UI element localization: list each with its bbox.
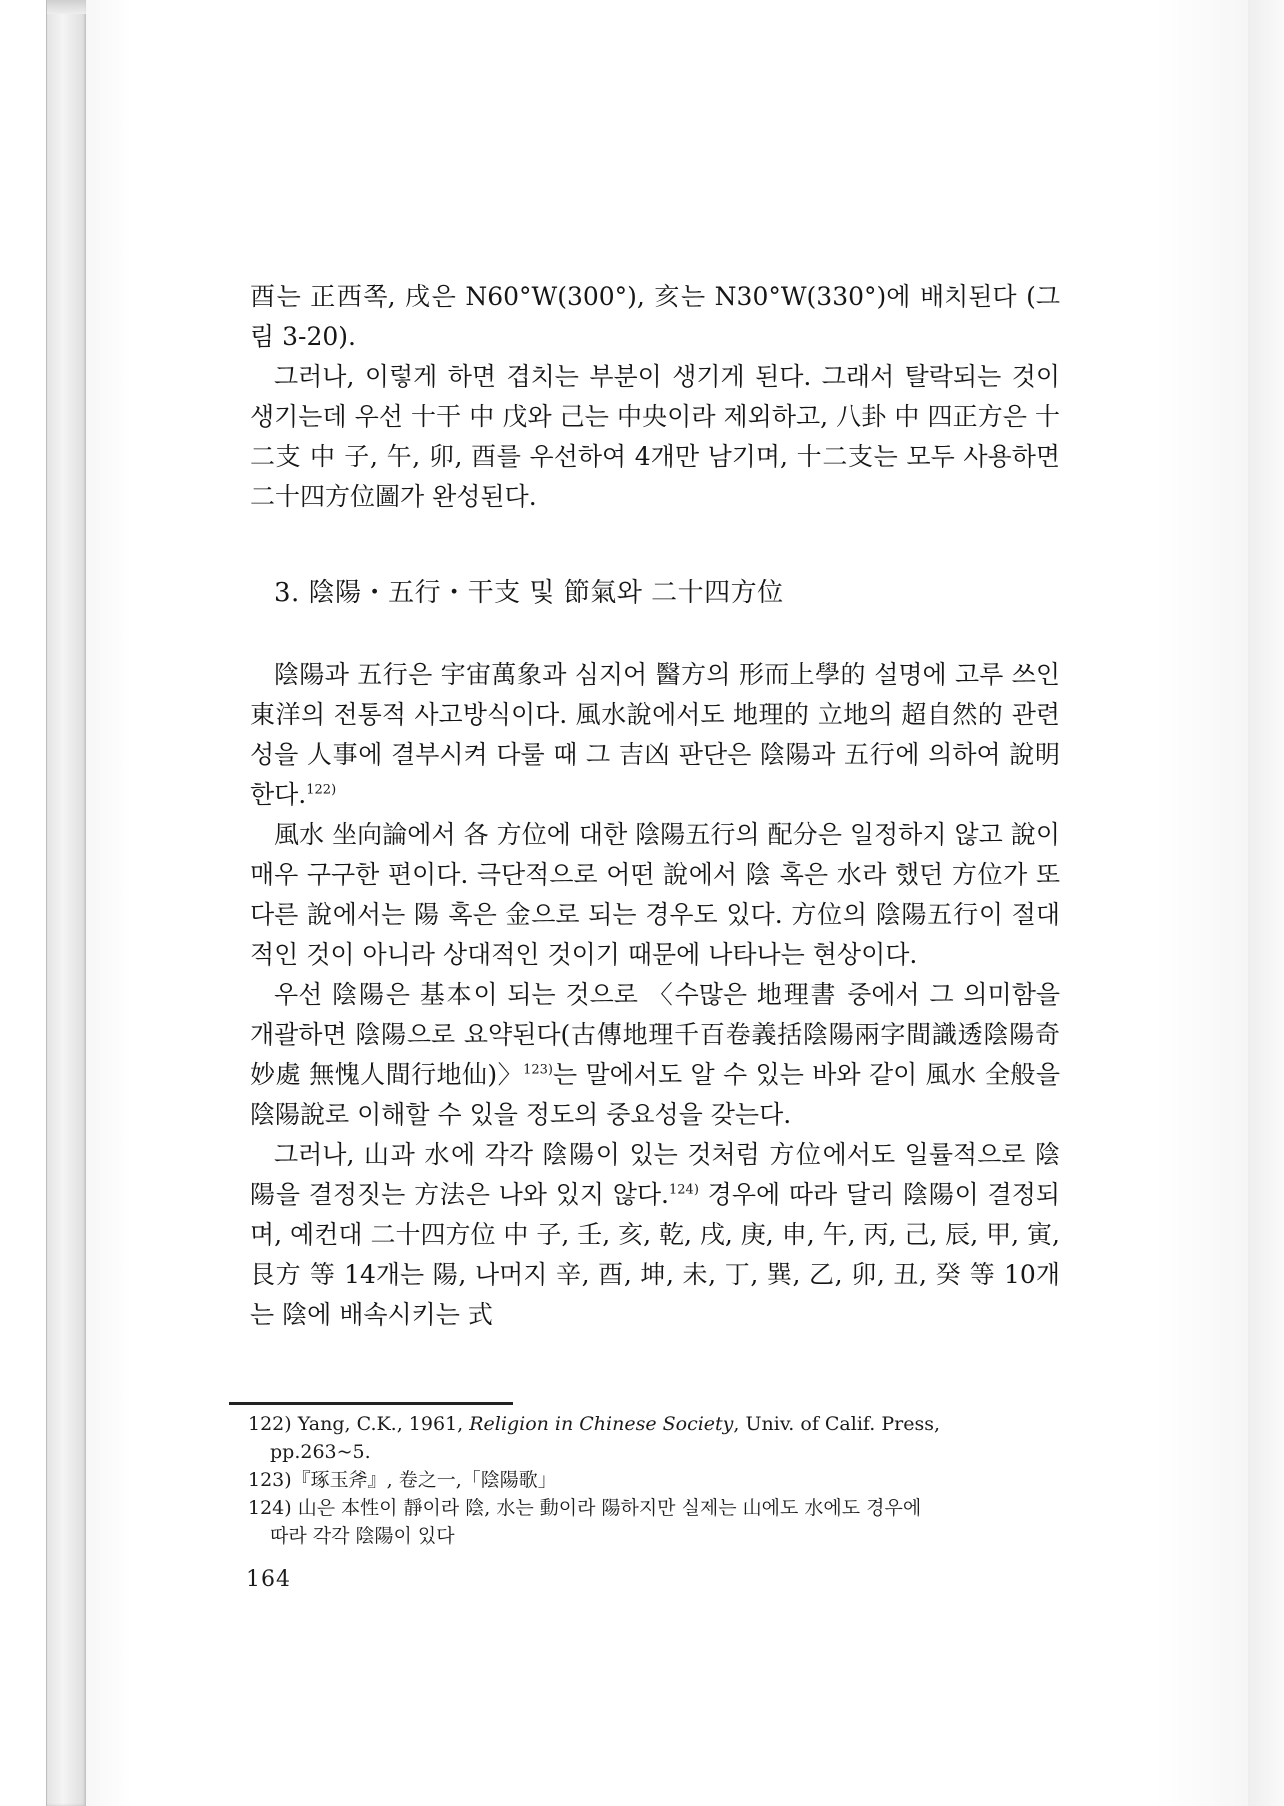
footnote-ref: 124) <box>669 1182 699 1198</box>
top-text-block <box>250 277 1060 517</box>
footnote-text: pp.263~5. <box>270 1441 371 1463</box>
footnote-122 <box>248 1410 1060 1466</box>
footnote-124 <box>248 1494 1060 1550</box>
footnote-ref: 122) <box>306 782 337 798</box>
paragraph-direction-yinyang: 風水 坐向論에서 各 方位에 대한 陰陽五行의 配分은 일정하지 않고 說이 매우 구구한 편이다. 극단적으로 어떤 說에서 陰 혹은 水라 했던 方位가 또 다른 說에서는 陽 혹은 金으로 되는 경우도 있다. 方位의 陰陽五行이 절대적인 것이 아니라 상대적인 것이기 때문에 나타나는 현상이다. <box>250 820 1060 969</box>
paragraph-overlap-explanation: 그러나, 이렇게 하면 겹치는 부분이 생기게 된다. 그래서 탈락되는 것이 생기는데 우선 十干 中 戊와 己는 中央이라 제외하고, 八卦 中 四正方은 十二支 中 子, 午, 卯, 酉를 우선하여 4개만 남기며, 十二支는 모두 사용하면 二十四方位圖가 완성된다. <box>250 362 1060 511</box>
paragraph-text: 경우에 따라 달리 陰陽이 결정되며, 예컨대 二十四方位 中 子, 壬, 亥, 乾, 戌, 庚, 申, 午, 丙, 己, 辰, 甲, 寅, 艮方 等 14개는 陽, 나머지 辛, 酉, 坤, 未, 丁, 巽, 乙, 卯, 丑, 癸 等 10개는 陰에 배속시키는 式 <box>250 1180 1061 1329</box>
footnote-divider <box>229 1402 513 1405</box>
paragraph-yinyang-intro <box>250 655 1060 815</box>
footnotes <box>248 1410 1060 1550</box>
footnote-text: 따라 각각 陰陽이 있다 <box>270 1525 455 1547</box>
page-number: 164 <box>246 1567 291 1592</box>
footnote-book-title: Religion in Chinese Society <box>469 1413 734 1435</box>
section-heading: 3. 陰陽・五行・干支 및 節氣와 二十四方位 <box>274 578 784 608</box>
paragraph-text: 는 말에서도 알 수 있는 바와 같이 風水 全般을 陰陽說로 이해할 수 있을 정도의 중요성을 갖는다. <box>250 1060 1060 1129</box>
paragraph-direction-assignment: 酉는 正西쪽, 戌은 N60°W(300°), 亥는 N30°W(330°)에 배치된다 (그림 3-20). <box>250 282 1060 351</box>
footnote-ref: 123) <box>523 1062 553 1078</box>
paragraph-yinyang-basis <box>250 975 1060 1135</box>
body-text-block <box>250 655 1060 1335</box>
footnote-text: 124) 山은 本性이 靜이라 陰, 水는 動이라 陽하지만 실제는 山에도 水에도 경우에 <box>248 1497 922 1519</box>
footnote-123: 123)『琢玉斧』, 卷之一,「陰陽歌」 <box>248 1469 557 1491</box>
footnote-text: 122) Yang, C.K., 1961, <box>248 1413 470 1435</box>
paragraph-text: 우선 陰陽은 基本이 되는 것으로 〈수많은 地理書 중에서 그 의미함을 개괄하면 陰陽으로 요약된다(古傳地理千百卷義括陰陽兩字間識透陰陽奇妙處 無愧人間行地仙)〉 <box>250 980 1060 1089</box>
page-right-margin <box>1248 0 1284 1806</box>
book-spine-edge <box>46 0 87 1806</box>
paragraph-text: 그러나, 山과 水에 각각 陰陽이 있는 것처럼 方位에서도 일률적으로 陰陽을 결정짓는 方法은 나와 있지 않다. <box>250 1140 1060 1209</box>
paragraph-direction-classification <box>250 1135 1060 1335</box>
paragraph-text: 陰陽과 五行은 宇宙萬象과 심지어 醫方의 形而上學的 설명에 고루 쓰인 東洋의 전통적 사고방식이다. 風水說에서도 地理的 立地의 超自然的 관련성을 人事에 결부시켜 다룰 때 그 吉凶 판단은 陰陽과 五行에 의하여 說明한다. <box>250 660 1060 809</box>
footnote-text: , Univ. of Calif. Press, <box>733 1413 941 1435</box>
